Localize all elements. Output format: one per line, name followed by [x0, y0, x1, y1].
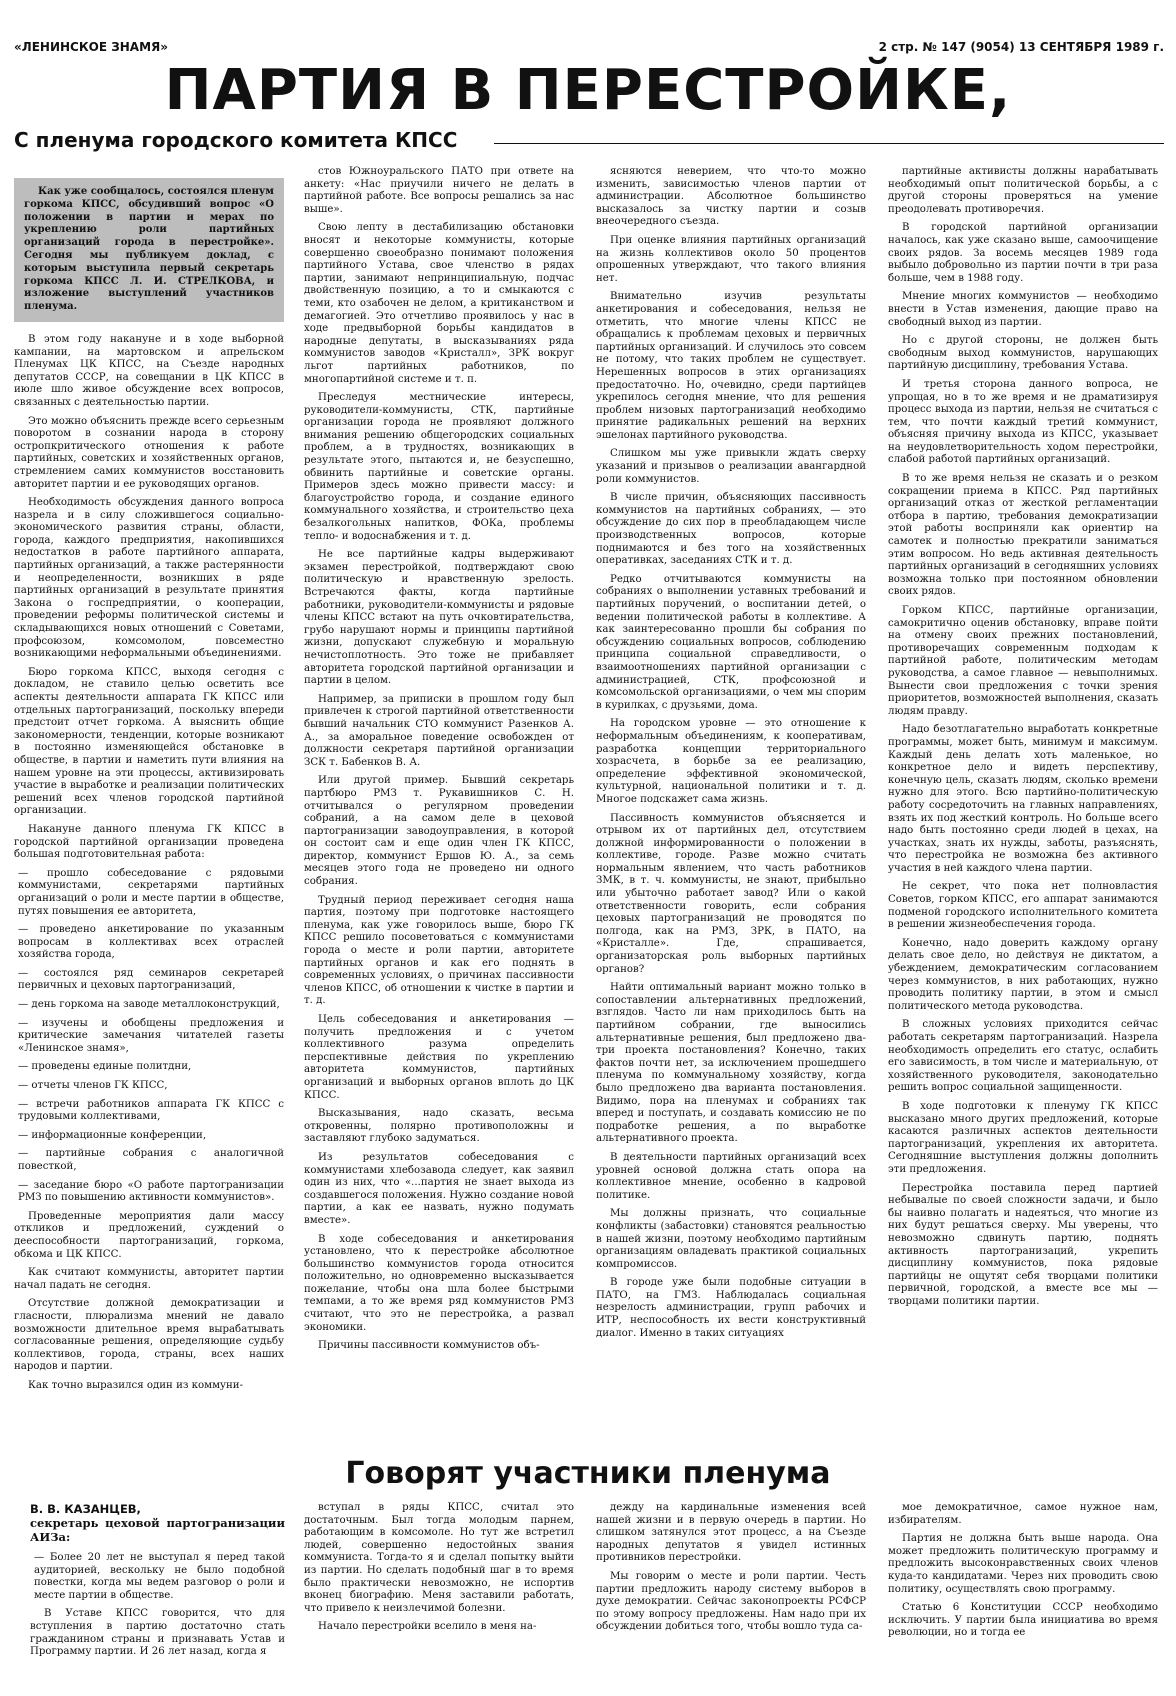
speech-col2-paragraphs	[304, 1502, 574, 1634]
article-column-1	[14, 178, 284, 1433]
paragraph: мое демократичное, самое нужное нам, избирателям.	[888, 1502, 1158, 1526]
paragraph: Из результатов собеседования с коммунистами хлебозавода следует, как заявил один из них, что «...партия не знает выхода из создавшегося положения. Нужно создание новой партии, а как ее назвать, нужно подумать вместе».	[304, 1151, 574, 1226]
paragraph: Конечно, надо доверить каждому органу делать свое дело, но действуя не диктатом, а убеждением, демократическим согласованием через коммунистов, в них работающих, нужно проводить политику партии, в этом и смысл политического метода руководства.	[888, 937, 1158, 1012]
subheadline	[14, 128, 1164, 156]
paragraph: — отчеты членов ГК КПСС,	[18, 1080, 168, 1092]
paragraph: Начало перестройки вселило в меня на-	[318, 1621, 537, 1633]
paragraph: — Более 20 лет не выступал я перед такой аудиторией, вескольку не было подобной повестки, когда мы ведем разговор о роли и месте партии в обществе.	[34, 1552, 285, 1601]
newspaper-name: «ЛЕНИНСКОЕ ЗНАМЯ»	[14, 40, 169, 54]
col2-paragraphs	[304, 166, 574, 1353]
paragraph: — партийные собрания с аналогичной повесткой,	[18, 1148, 284, 1172]
paragraph: Перестройка поставила перед партией небывалые по своей сложности задачи, и было бы наивно полагать и надеяться, что многие из них будут решаться сверху. Мы уверены, что невозможно сдвинуть партию, поднять активность партогранизаций, укрепить дисциплину коммунистов, пока рядовые партийцы не ощутят себя творцами политики первичной, городской, а вместе все мы — творцами политики партии.	[888, 1182, 1158, 1307]
paragraph: стов Южноуральского ПАТО при ответе на анкету: «Нас приучили ничего не делать в партийной работе. Все вопросы решались за нас выше».	[304, 166, 574, 215]
subheadline-text: С пленума городского комитета КПСС	[14, 128, 467, 152]
paragraph: Свою лепту в дестабилизацию обстановки вносят и некоторые коммунисты, которые совершенно своеобразно понимают положения партийного Устава, свое членство в рядах партии, занимают непринципиальную, подчас двойственную позицию, а то и смыкаются с теми, кто озабочен не делом, а критиканством и демагогией. Это отчетливо проявилось у нас в ходе предвыборной борьбы кандидатов в народные депутаты, в высказываниях ряда коммунистов заводов «Кристалл», ЗРК вокруг льгот партийных работников, по многопартийной системе и т. п.	[304, 222, 574, 385]
paragraph: — проведено анкетирование по указанным вопросам в коллективах всех отраслей хозяйства города,	[18, 924, 284, 961]
paragraph: В числе причин, объясняющих пассивность коммунистов на партийных собраниях, — это обсуждение до сих пор в преобладающем числе производственных вопросов, которые поднимаются и без того на хозяйственных оперативках, заседаниях СТК и т. д.	[596, 492, 866, 567]
masthead	[14, 36, 1164, 56]
paragraph: Мы говорим о месте и роли партии. Честь партии предложить народу систему выборов в духе демократии. Сейчас законопроекты РСФСР по этому вопросу предложены. Нам надо при их обсуждении добиться того, чтобы вошло туда са-	[596, 1570, 866, 1633]
paragraph: В то же время нельзя не сказать и о резком сокращении приема в КПСС. Ряд партийных организаций отказ от жесткой регламентации отбора в партию, требования демократизации этой работы восприняли как ориентир на самотек и полностью прекратили заниматься этим вопросом. Но ведь активная деятельность партийных организаций в сегодняшних условиях возможна только при постоянном обновлении своих рядов.	[888, 473, 1158, 598]
paragraph: В городской партийной организации началось, как уже сказано выше, самоочищение своих рядов. За восемь месяцев 1989 года выбыло добровольно из партии почти в три раза больше, чем в 1988 году.	[888, 222, 1158, 284]
speech-col1-paragraphs	[30, 1552, 285, 1659]
paragraph: Партия не должна быть выше народа. Она может предложить политическую программу и предложить высоконравственных своих членов куда-то кандидатами. Через них проводить свою политику, осуществлять свою программу.	[888, 1533, 1158, 1595]
paragraph: Мнение многих коммунистов — необходимо внести в Устав изменения, дающие право на свободный выход из партии.	[888, 291, 1158, 328]
paragraph: Причины пассивности коммунистов объ-	[318, 1340, 540, 1352]
paragraph: Но с другой стороны, не должен быть свободным выход коммунистов, нарушающих партийную дисциплину, требования Устава.	[888, 335, 1158, 372]
subheadline-rule	[494, 143, 1164, 144]
paragraph: На городском уровне — это отношение к неформальным объединениям, к кооперативам, разработка концепции территориального хозрасчета, в борьбе за ее реализацию, определение эффективной экономической, культурной, национальной политики и т. д. Многое подскажет сама жизнь.	[596, 718, 866, 805]
paragraph: Слишком мы уже привыкли ждать сверху указаний и призывов о реализации авангардной роли коммунистов.	[596, 448, 866, 485]
issue-info: 2 стр. № 147 (9054) 13 СЕНТЯБРЯ 1989 г.	[878, 40, 1164, 54]
paragraph: В городе уже были подобные ситуации в ПАТО, на ГМЗ. Наблюдалась социальная незрелость администрации, групп рабочих и ИТР, неспособность их вести конструктивный диалог. Именно в таких ситуациях	[596, 1277, 866, 1339]
paragraph: Горком КПСС, партийные организации, самокритично оценив обстановку, вправе пойти на отмену своих прежних постановлений, противоречащих современным подходам к партийной работе, политическим методам руководства, а самое главное — невыполнимых. Вынести свои предложения с точки зрения приоритетов, возможностей выполнения, сказать людям правду.	[888, 605, 1158, 717]
paragraph: — день горкома на заводе металлоконструкций,	[18, 999, 280, 1011]
paragraph: Накануне данного пленума ГК КПСС в городской партийной организации проведена большая подготовительная работа:	[14, 823, 284, 861]
paragraph: Преследуя местнические интересы, руководители-коммунисты, СТК, партийные организации города не проявляют должного внимания решению общегородских социальных проблем, а в трудностях, возникающих в результате этого, пытаются и, не безуспешно, обвинить партийные и советские органы. Примеров здесь можно привести массу: и благоустройство города, и создание единого коммунального хозяйства, и строительство цеха безалкогольных напитков, ФОКа, проблемы тепло- и водоснабжения и т. д.	[304, 392, 574, 542]
paragraph: В этом году накануне и в ходе выборной кампании, на мартовском и апрельском Пленумах ЦК КПСС, на Съезде народных депутатов СССР, на совещании в ЦК КПСС в июле шло живое обсуждение всех вопросов, связанных с деятельностью партии.	[14, 333, 284, 408]
section-title: Говорят участники пленума	[345, 1456, 831, 1491]
speech-column-2	[304, 1502, 574, 1690]
paragraph: вступал в ряды КПСС, считал это достаточным. Был тогда молодым парнем, работающим в комсомоле. Но тут же встретил людей, совершенно недостойных звания коммуниста. Тогда-то я и сделал попытку выйти из партии. Но сделать подобный шаг в то время было практически невозможно, не испортив вконец биографию. Меня заставили работать, что привело к неизлечимой болезни.	[304, 1502, 574, 1614]
paragraph: — информационные конференции,	[18, 1129, 207, 1141]
paragraph: партийные активисты должны нарабатывать необходимый опыт политической борьбы, а с другой стороны проверяться на умение преодолевать противоречия.	[888, 166, 1158, 215]
paragraph: Как точно выразился один из коммуни-	[28, 1379, 244, 1391]
paragraph: Внимательно изучив результаты анкетирования и собеседования, нельзя не отметить, что многие члены КПСС не обращались к проблемам цеховых и первичных партийных организаций. И случилось это совсем не потому, что таких проблем не существует. Нерешенных вопросов в этих организациях предостаточно. Но, очевидно, среди партийцев укрепилось сегодня мнение, что для решения проблем низовых партогранизаций необходимо принятие радикальных решений на верхних эшелонах партийного руководства.	[596, 291, 866, 441]
article-column-4	[888, 166, 1158, 1433]
paragraph: Пассивность коммунистов объясняется и отрывом их от партийных дел, отсутствием должной информированности о положении в коллективе, городе. Разве можно считать нормальным явлением, что часть работников ЗМК, в т. ч. коммунисты, не знают, прибыльно или убыточно работает завод? Или о какой ответственности говорить, если собрания цеховых партогранизаций не проводятся по полгода, как на РМЗ, ЗРК, в ПАТО, на «Кристалле». Где, спрашивается, организаторская роль выборных партийных органов?	[596, 812, 866, 975]
paragraph: В деятельности партийных организаций всех уровней основой должна стать опора на коллективное мнение, особенно в кадровой политике.	[596, 1151, 866, 1201]
speech-col4-paragraphs	[888, 1502, 1158, 1640]
speaker-block	[30, 1502, 285, 1544]
paragraph: — изучены и обобщены предложения и критические замечания читателей газеты «Ленинское знамя»,	[18, 1017, 284, 1054]
paragraph: Статью 6 Конституции СССР необходимо исключить. У партии была инициатива во время революции, но и тогда ее	[888, 1602, 1158, 1639]
paragraph: Отсутствие должной демократизации и гласности, плюрализма мнений не давало возможности длительное время вырабатывать согласованные решения, определяющие судьбу коллективов, города, страны, всех наших народов и партии.	[14, 1298, 284, 1373]
speech-column-1	[30, 1502, 285, 1690]
paragraph: — проведены единые политдни,	[18, 1061, 192, 1073]
paragraph: — состоялся ряд семинаров секретарей первичных и цеховых партогранизаций,	[18, 967, 284, 992]
speech-column-3	[596, 1502, 866, 1690]
article-intro: Как уже сообщалось, состоялся пленум горкома КПСС, обсудивший вопрос «О положении в партии и мерах по укреплению роли партийных организаций города в перестройке». Сегодня мы публикуем доклад, с которым выступила первый секретарь горкома КПСС Л. И. СТРЕЛКОВА, и изложение выступлений участников пленума.	[14, 178, 284, 322]
paragraph: При оценке влияния партийных организаций на жизнь коллективов около 50 процентов опрошенных утверждают, что такого влияния нет.	[596, 234, 866, 284]
article-column-2	[304, 166, 574, 1433]
paragraph: Мы должны признать, что социальные конфликты (забастовки) становятся реальностью в нашей жизни, поэтому необходимо партийным организациям овладевать практикой социальных компромиссов.	[596, 1208, 866, 1270]
paragraph: Надо безотлагательно выработать конкретные программы, может быть, минимум и максимум. Каждый день делать хоть маленькое, но конкретное дело и видеть перспективу, конечную цель, сказать людям, сколько времени нужно для этого. Всю партийно-политическую работу сосредоточить на главных направлениях, взять их под жесткий контроль. Но больше всего надо быть постоянно среди людей в цехах, на участках, знать их нужды, заботы, разъяснять, что перестройка не возможна без активного участия в ней каждого члена партии.	[888, 724, 1158, 874]
paragraph: Проведенные мероприятия дали массу откликов и предложений, суждений о дееспособности партогранизаций, горкома, обкома и ЦК КПСС.	[14, 1210, 284, 1260]
paragraph: — прошло собеседование с рядовыми коммунистами, секретарями партийных организаций о роли и месте партии в обществе, путях повышения ее авторитета,	[18, 867, 284, 917]
paragraph: В Уставе КПСС говорится, что для вступления в партию достаточно стать гражданином страны и признавать Устав и Программу партии. И 26 лет назад, когда я	[30, 1608, 285, 1658]
paragraph: Необходимость обсуждения данного вопроса назрела и в силу сложившегося социально-экономического развития страны, области, города, каждого предприятия, накопившихся недостатков в работе партийного аппарата, партийных организаций, а также растерянности и неопределенности, возникших в ряде партийных организаций в результате принятия Закона о госпредприятии, о кооперации, проведении реформы политической системы и складывающихся новых отношений с Советами, профсоюзом, комсомолом, повсеместно возникающими неформальными объединениями.	[14, 497, 284, 660]
paragraph: Например, за приписки в прошлом году был привлечен к строгой партийной ответственности бывший начальник СТО коммунист Разенков А. А., за аморальное поведение освобожден от должности секретаря партийной организации ЗСК т. Бабенков В. А.	[304, 693, 574, 768]
paragraph: Не секрет, что пока нет полновластия Советов, горком КПСС, его аппарат занимаются подменой городского исполнительного комитета в решении жизнеобеспечения города.	[888, 881, 1158, 931]
paragraph: И третья сторона данного вопроса, не упрощая, но в то же время и не драматизируя процесс выхода из партии, нельзя не считаться с тем, что почти каждый третий коммунист, объясняя причину выхода из КПСС, указывает на неудовлетворительность ходом перестройки, слабой работой партийных организаций.	[888, 378, 1158, 466]
paragraph: — встречи работников аппарата ГК КПСС с трудовыми коллективами,	[18, 1098, 284, 1123]
paragraph: — заседание бюро «О работе партогранизации РМЗ по повышению активности коммунистов».	[18, 1179, 284, 1204]
col4-paragraphs	[888, 166, 1158, 1308]
speaker-name: В. В. КАЗАНЦЕВ,	[30, 1502, 141, 1516]
paragraph: дежду на кардинальные изменения всей нашей жизни и в первую очередь в партии. Но слишком затянулся этот процесс, а на Съезде народных депутатов я увидел истинных противников перестройки.	[596, 1502, 866, 1564]
speaker-role: секретарь цеховой партогранизации АИЗа:	[30, 1516, 285, 1544]
paragraph: Высказывания, надо сказать, весьма откровенны, полярно противоположны и заставляют глубоко задуматься.	[304, 1108, 574, 1145]
paragraph: Не все партийные кадры выдерживают экзамен перестройкой, подтверждают свою политическую и нравственную зрелость. Встречаются факты, когда партийные работники, руководители-коммунисты и рядовые члены КПСС встают на путь очковтирательства, грубо нарушают нормы и принципы партийной жизни, допускают служебную и моральную нечистоплотность. Это тоже не прибавляет авторитета городской партийной организации и партии в целом.	[304, 549, 574, 687]
paragraph: ясняются неверием, что что-то можно изменить, зависимостью членов партии от администрации. Абсолютное большинство высказалось за чистку партии и созыв внеочередного съезда.	[596, 166, 866, 228]
col1-paragraphs	[14, 334, 284, 1393]
paragraph: Найти оптимальный вариант можно только в сопоставлении альтернативных предложений, взглядов. Часто ли нам приходилось быть на партийном собрании, где выносились альтернативные решения, был предложено два-три проекта постановления? Конечно, таких фактов почти нет, за исключением прошедшего пленума по коммунальному хозяйству, когда было предложено два варианта постановления. Видимо, пора на пленумах и собраниях так вперед и поступать, и создавать комиссию не по подработке решения, а по выработке альтернативного проекта.	[596, 982, 866, 1145]
speech-column-4	[888, 1502, 1158, 1690]
paragraph: Редко отчитываются коммунисты на собраниях о выполнении уставных требований и партийных поручений, о воспитании детей, о ведении политической работы в коллективе. А как заинтересованно прошли бы собрания по обсуждению социальных вопросов, соблюдению принципа социальной справедливости, о взаимоотношениях партийной организации с администрацией, СТК, профсоюзной и комсомольской организациями, о чем мы спорим в курилках, с друзьями, дома.	[596, 573, 866, 711]
col3-paragraphs	[596, 166, 866, 1340]
speech-col3-paragraphs	[596, 1502, 866, 1634]
paragraph: В ходе подготовки к пленуму ГК КПСС высказано много других предложений, которые касаются различных аспектов деятельности партогранизаций, укрепления их авторитета. Сегодняшние выступления должны дополнить эти предложения.	[888, 1100, 1158, 1175]
paragraph: Бюро горкома КПСС, выходя сегодня с докладом, не ставило целью осветить все аспекты деятельности аппарата ГК КПСС или отдельных партогранизаций, поскольку впереди предстоит отчет горкома. А выяснить общие закономерности, тенденции, которые возникают в постоянно изменяющейся обстановке в обществе, в партии и наметить пути влияния на нашем уровне на эти процессы, активизировать участие в выработке и реализации политических решений всех членов городской партийной организации.	[14, 666, 284, 817]
paragraph: Это можно объяснить прежде всего серьезным поворотом в сознании народа в сторону остропкритического отношения к работе партийных, советских и хозяйственных органов, стремлением самих коммунистов восстановить авторитет партии и ее руководящих органов.	[14, 415, 284, 490]
paragraph: Цель собеседования и анкетирования — получить предложения и с учетом коллективного разума определить перспективные действия по укреплению авторитета коммунистов, партийных организаций и выборных органов вплоть до ЦК КПСС.	[304, 1014, 574, 1101]
paragraph: В ходе собеседования и анкетирования установлено, что к перестройке абсолютное большинство коммунистов города относится положительно, но одновременно высказывается пожелание, чтобы она шла более быстрыми темпами, а то же время ряд коммунистов РМЗ считают, что это не перестройка, а развал экономики.	[304, 1233, 574, 1333]
page-headline: ПАРТИЯ В ПЕРЕСТРОЙКЕ,	[164, 58, 1012, 123]
paragraph: Как считают коммунисты, авторитет партии начал падать не сегодня.	[14, 1267, 284, 1291]
paragraph: Или другой пример. Бывший секретарь партбюро РМЗ т. Рукавишников С. Н. отчитывался о регулярном проведении собраний, а на самом деле в цеховой партогранизации заводоуправления, в которой он состоит сам и еще один член ГК КПСС, директор, коммунист Ершов Ю. А., за семь месяцев этого года не проведено ни одного собрания.	[304, 775, 574, 888]
article-column-3	[596, 166, 866, 1433]
paragraph: Трудный период переживает сегодня наша партия, поэтому при подготовке настоящего пленума, как уже говорилось выше, бюро ГК КПСС решило посоветоваться с коммунистами города о месте и роли партии, авторитете партийных органов и как его поднять в современных условиях, о причинах пассивности членов КПСС, об отношении к чистке в партии и т. д.	[304, 894, 574, 1007]
paragraph: В сложных условиях приходится сейчас работать секретарям партогранизаций. Назрела необходимость определить его статус, ослабить его зависимость, в том числе и материальную, от хозяйственного руководителя, законодательно решить вопрос социальной защищенности.	[888, 1019, 1158, 1094]
